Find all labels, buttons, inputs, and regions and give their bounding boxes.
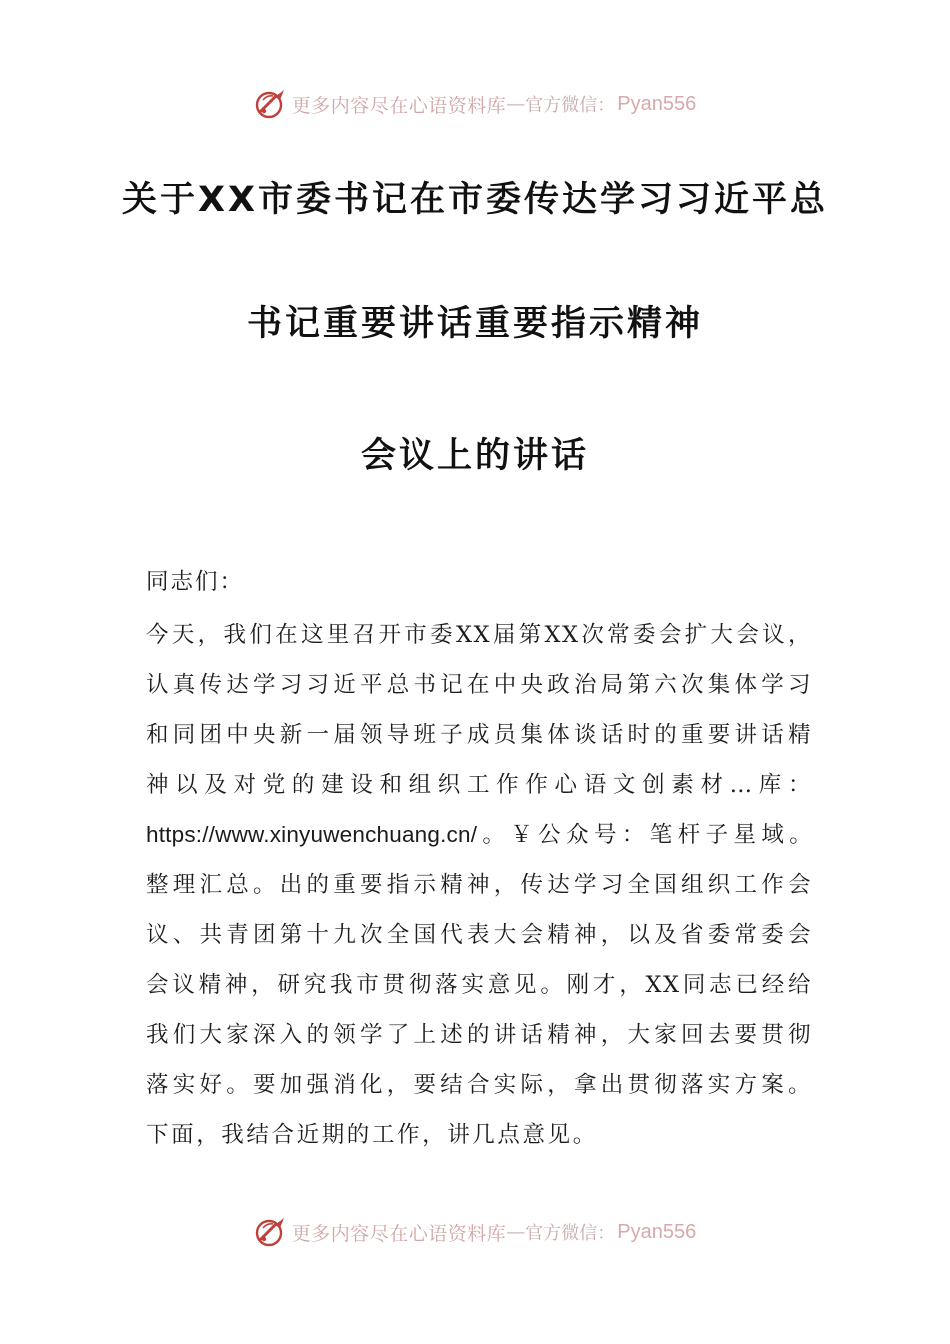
- body-line-3: 和同团中央新一届领导班子成员集体谈话时的重要讲话精: [146, 722, 812, 748]
- body-line-10: 落实好。要加强消化，要结合实际，拿出贯彻落实方案。: [146, 1072, 812, 1098]
- body-line-5: https://www.xinyuwenchuang.cn/。￥公众号：笔杆子星域。: [146, 822, 812, 847]
- banner-wechat-label: 官方微信：: [525, 95, 616, 116]
- document-title-line-1: 关于XX市委书记在市委传达学习习近平总: [122, 180, 828, 220]
- brush-logo-icon: [254, 87, 288, 121]
- salutation: 同志们：: [146, 569, 245, 595]
- banner-wechat-label: 官方微信：: [525, 1223, 616, 1244]
- document-title-line-3: 会议上的讲话: [360, 436, 589, 476]
- body-line-8: 会议精神，研究我市贯彻落实意见。刚才，XX同志已经给: [146, 972, 812, 998]
- body-line-9: 我们大家深入的领学了上述的讲话精神，大家回去要贯彻: [146, 1022, 812, 1048]
- banner-slogan: 更多内容尽在心语资料库: [291, 94, 507, 117]
- header-banner: [0, 84, 950, 124]
- body-line-6: 整理汇总。出的重要指示精神，传达学习全国组织工作会: [146, 872, 812, 898]
- document-body: [146, 560, 812, 1160]
- body-line-11: 下面，我结合近期的工作，讲几点意见。: [146, 1122, 598, 1148]
- banner-slogan: 更多内容尽在心语资料库: [291, 1222, 507, 1245]
- banner-separator: —: [506, 93, 526, 115]
- footer-banner: [0, 1212, 950, 1252]
- banner-separator: —: [506, 1221, 526, 1243]
- body-line-2: 认真传达学习习近平总书记在中央政治局第六次集体学习: [146, 672, 812, 698]
- document-title-line-2: 书记重要讲话重要指示精神: [246, 304, 703, 344]
- banner-wechat-id: Pyan556: [617, 1220, 697, 1243]
- banner-wechat-id: Pyan556: [617, 92, 697, 115]
- body-line-4: 神以及对党的建设和组织工作作心语文创素材…库：: [146, 772, 812, 798]
- body-line-1: 今天，我们在这里召开市委XX届第XX次常委会扩大会议，: [146, 622, 812, 648]
- body-line-7: 议、共青团第十九次全国代表大会精神，以及省委常委会: [146, 922, 812, 948]
- brush-logo-icon: [254, 1215, 288, 1249]
